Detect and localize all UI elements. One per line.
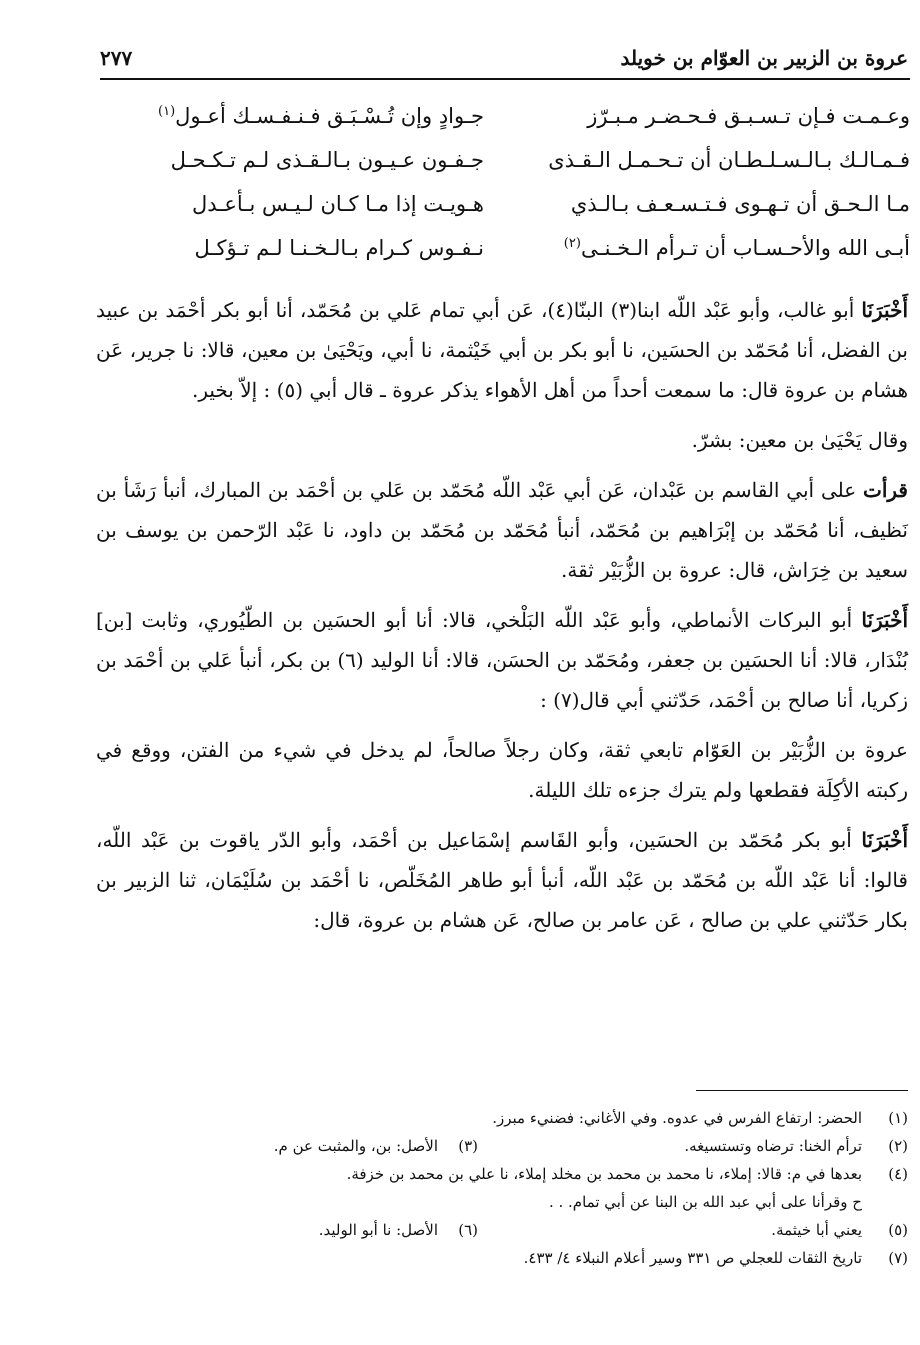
footnote-number: (٥)	[888, 1221, 908, 1239]
paragraph-text: على أبي القاسم بن عَبْدان، عَن أبي عَبْد اللّه مُحَمّد بن عَلي بن أحْمَد بن المبارك، أنبأ رَشَأ بن نَظيف، أنا مُحَمّد بن إبْرَاهيم بن مُحَمّد، أنبأ مُحَمّد بن مُحَمّد بن داود، نا عَبْد الرّحمن بن يوسف بن سعيد بن خِرَاش، قال: عروة بن الزُّبَيْر ثقة.	[96, 478, 908, 582]
verse-second-hemistich: هـويـت إذا مـا كـان لـيـس بـأعـدل	[191, 192, 484, 216]
verse-first-hemistich: وعـمـت فـإن تـسـبـق فـحـضـر مـبـرّز	[587, 104, 910, 128]
verse-first-hemistich: مـا الـحـق أن تـهـوى فـتـسـعـف بـالـذي	[570, 192, 910, 216]
footnote-text: ح وقرأنا على أبي عبد الله بن البنا عن أبي تمام. . .	[548, 1193, 862, 1211]
footnote-continuation	[96, 1188, 908, 1216]
verse-first-hemistich: فـمـالـك بـالـسـلـطـان أن تـحـمـل الـقـذى	[548, 148, 910, 172]
paragraph-lead: أَخْبَرَنَا	[861, 608, 908, 632]
poem-verse	[102, 192, 910, 236]
page-header	[100, 42, 908, 78]
footnote-text: الحضر: ارتفاع الفرس في عدوه. وفي الأغاني: فضنيء مبرز.	[492, 1109, 862, 1127]
footnote	[96, 1104, 908, 1132]
footnote-text: ترأم الخنا: ترضاه وتستسيغه.	[684, 1137, 862, 1155]
paragraph-text: عروة بن الزُّبَيْر بن العَوّام تابعي ثقة، وكان رجلاً صالحاً، لم يدخل في شيء من الفتن، ووقع في ركبته الأكِلَة فقطعها ولم يترك جزءه تلك الليلة.	[96, 738, 908, 802]
footnote	[96, 1160, 908, 1188]
paragraph	[96, 290, 908, 410]
footnote-divider	[696, 1090, 908, 1091]
paragraph	[96, 420, 908, 460]
footnote-text: بعدها في م: قالا: إملاء، نا محمد بن محمد بن مخلد إملاء، نا علي بن محمد بن خزفة.	[346, 1165, 862, 1183]
footnote-ref: (١)	[158, 104, 176, 119]
paragraph-lead: أَخْبَرَنَا	[861, 828, 909, 852]
footnote-number: (٦)	[458, 1221, 478, 1239]
footnote-number: (٤)	[888, 1165, 908, 1183]
paragraph	[96, 470, 908, 590]
running-title: عروة بن الزبير بن العوّام بن خويلد	[620, 46, 908, 70]
paragraph-text: وقال يَحْيَىٰ بن معين: بشرّ.	[691, 428, 908, 452]
footnote-number: (٣)	[458, 1137, 478, 1155]
verse-second-hemistich: جـفـون عـيـون بـالـقـذى لـم تـكـحـل	[170, 148, 484, 172]
paragraph-text: أبو البركات الأنماطي، وأبو عَبْد اللّه البَلْخي، قالا: أنا أبو الحسَين بن الطّيُوري، وثابت [بن] بُنْدَار، قالا: أنا الحسَين بن جعفر، ومُحَمّد بن الحسَن، قالا: أنا الوليد (٦) بن بكر، أنبأ عَلي بن أحْمَد بن زكريا، أنا صالح بن أحْمَد، حَدّثني أبي قال(٧) :	[96, 608, 908, 712]
verse-second-hemistich: جـوادٍ وإن تُـسْـبَـق فـنـفـسـك أعـول$^{(١)}$	[158, 104, 484, 128]
footnote	[96, 1132, 908, 1160]
poem-verse	[102, 104, 910, 148]
main-text	[96, 290, 908, 940]
footnote-text: الأصل: نا أبو الوليد.	[318, 1221, 438, 1239]
footnote	[96, 1216, 908, 1244]
footnote	[96, 1244, 908, 1272]
footnote-number: (٢)	[888, 1137, 908, 1155]
footnote-text: يعني أبا خيثمة.	[771, 1221, 862, 1239]
paragraph-text: أبو غالب، وأبو عَبْد اللّه ابنا(٣) البنّا(٤)، عَن أبي تمام عَلي بن مُحَمّد، أنا أبو بكر أحْمَد بن عبيد بن الفضل، أنا مُحَمّد بن الحسَين، نا أبو بكر بن أبي خَيْثمة، نا أبي، ويَحْيَىٰ بن معين، قالا: نا جرير، عَن هشام بن عروة قال: ما سمعت أحداً من أهل الأهواء يذكر عروة ـ قال أبي (٥) : إلاّ بخير.	[96, 298, 908, 402]
footnote-ref: (٢)	[563, 236, 581, 251]
paragraph-lead: أَخْبَرَنَا	[861, 298, 908, 322]
paragraph	[96, 600, 908, 720]
page-number: ٢٧٧	[100, 46, 133, 70]
verse-first-hemistich: أبـى الله والأحـسـاب أن تـرأم الـخـنـى$^{(٢)}$	[563, 236, 910, 260]
paragraph	[96, 730, 908, 810]
footnote-number: (٧)	[888, 1249, 908, 1267]
paragraph	[96, 820, 908, 940]
header-divider	[100, 78, 910, 80]
verse-second-hemistich: نـفـوس كـرام بـالـخـنـا لـم تـؤكـل	[194, 236, 484, 260]
poem-verse	[102, 236, 910, 280]
poem-verse	[102, 148, 910, 192]
poem	[102, 104, 910, 280]
footnote-text: تاريخ الثقات للعجلي ص ٣٣١ وسير أعلام النبلاء ٤/ ٤٣٣.	[523, 1249, 862, 1267]
footnote-number: (١)	[888, 1109, 908, 1127]
footnotes	[96, 1104, 908, 1272]
paragraph-text: أبو بكر مُحَمّد بن الحسَين، وأبو القَاسم إسْمَاعيل بن أحْمَد، وأبو الدّر ياقوت بن عَبْد اللّه، قالوا: أنا عَبْد اللّه بن مُحَمّد بن عَبْد اللّه، أنبأ أبو طاهر المُخَلّص، نا أحْمَد بن سُلَيْمَان، ثنا الزبير بن بكار حَدّثني علي بن صالح ، عَن عامر بن صالح، عَن هشام بن عروة، قال:	[96, 828, 908, 932]
paragraph-lead: قرأت	[863, 478, 908, 502]
footnote-text: الأصل: بن، والمثبت عن م.	[273, 1137, 438, 1155]
